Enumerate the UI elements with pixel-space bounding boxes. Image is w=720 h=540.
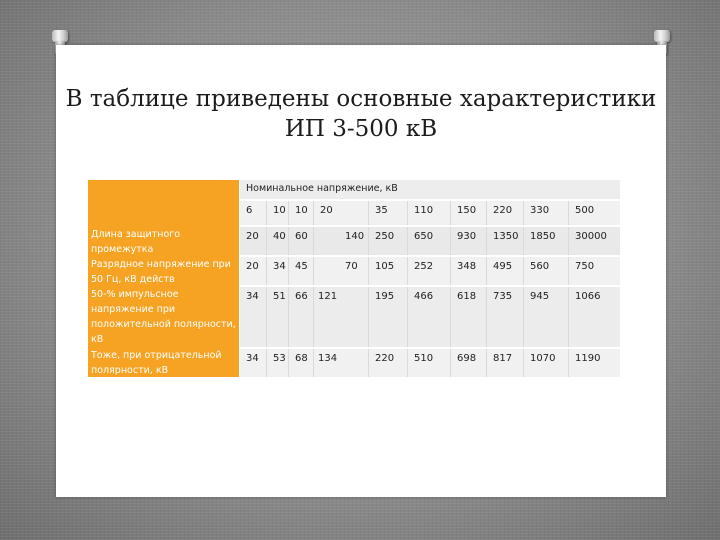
- title-line-1: В таблице приведены основные характеристики: [65, 86, 657, 112]
- table-cell: [407, 287, 451, 347]
- table-cell-value: 140: [345, 231, 365, 242]
- table-cell: [450, 201, 487, 225]
- table-cell: [486, 287, 524, 347]
- table-cell-value: 20: [320, 205, 333, 216]
- table-cell: [568, 349, 621, 377]
- table-cell: [486, 201, 524, 225]
- table-cell: [266, 257, 289, 285]
- table-cell: [240, 227, 266, 255]
- table-cell: [568, 287, 621, 347]
- table-cell-value: 30000: [575, 231, 607, 242]
- table-row: [240, 257, 620, 285]
- table-cell-value: 945: [530, 291, 550, 302]
- table-cell: [407, 227, 451, 255]
- row-label-column: [88, 180, 239, 377]
- table-cell: [240, 257, 266, 285]
- table-cell-value: 1350: [493, 231, 519, 242]
- table-cell-value: 70: [345, 261, 358, 272]
- table-cell-value: 1190: [575, 353, 601, 364]
- table-row-voltages: [240, 201, 620, 225]
- table-cell-value: 220: [493, 205, 513, 216]
- table-cell-value: 495: [493, 261, 513, 272]
- table-cell-value: 1850: [530, 231, 556, 242]
- table-cell: [407, 201, 451, 225]
- table-cell: [313, 257, 369, 285]
- table-cell-value: 10: [273, 205, 286, 216]
- table-cell-value: 121: [318, 291, 338, 302]
- table-cell-value: 252: [414, 261, 434, 272]
- table-cell-value: 330: [530, 205, 550, 216]
- table-cell: [240, 349, 266, 377]
- table-row: [240, 287, 620, 347]
- title-line-2: ИП 3-500 кВ: [284, 116, 438, 142]
- table-cell-value: 930: [457, 231, 477, 242]
- table-cell: [568, 201, 621, 225]
- table-cell: [313, 349, 369, 377]
- table-row: [240, 349, 620, 377]
- table-cell: [288, 227, 314, 255]
- table-cell: [240, 201, 266, 225]
- table-cell: [523, 287, 569, 347]
- table-header-caption: Номинальное напряжение, кВ: [246, 183, 398, 194]
- table-cell: [313, 201, 369, 225]
- table-cell: [368, 201, 408, 225]
- table-cell: [523, 257, 569, 285]
- row-label-1: Длина защитного промежутка: [91, 229, 181, 255]
- table-cell-value: 750: [575, 261, 595, 272]
- table-cell-value: 510: [414, 353, 434, 364]
- table-cell: [266, 227, 289, 255]
- table-cell-value: 110: [414, 205, 434, 216]
- row-label-3: 50-% импульсное напряжение при положительной полярности, кВ: [91, 289, 236, 345]
- table-cell-value: 134: [318, 353, 338, 364]
- table-cell: [266, 201, 289, 225]
- table-cell: [368, 349, 408, 377]
- table-cell-value: 45: [295, 261, 308, 272]
- table-cell: [288, 257, 314, 285]
- table-cell-value: 1070: [530, 353, 556, 364]
- table-cell-value: 817: [493, 353, 513, 364]
- table-cell-value: 500: [575, 205, 595, 216]
- table-row: [240, 227, 620, 255]
- table-cell-value: 35: [375, 205, 388, 216]
- table-cell: [486, 227, 524, 255]
- table-cell-value: 10: [295, 205, 308, 216]
- table-cell: [407, 349, 451, 377]
- table-cell-value: 6: [246, 205, 253, 216]
- table-cell: [523, 227, 569, 255]
- table-cell: [266, 349, 289, 377]
- table-cell: [450, 287, 487, 347]
- table-cell: [568, 257, 621, 285]
- table-cell-value: 466: [414, 291, 434, 302]
- row-label-4: Тоже, при отрицательной полярности, кВ: [91, 350, 222, 376]
- table-cell-value: 220: [375, 353, 395, 364]
- table-cell: [288, 349, 314, 377]
- table-cell: [486, 349, 524, 377]
- table-cell-value: 34: [246, 353, 259, 364]
- table-cell-value: 34: [246, 291, 259, 302]
- row-label-2: Разрядное напряжение при 50 Гц, кВ действ: [91, 259, 231, 285]
- table-cell: [368, 227, 408, 255]
- table-header-caption-row: [240, 180, 620, 199]
- slide-title: [56, 84, 666, 144]
- table-cell-value: 250: [375, 231, 395, 242]
- table-cell-value: 735: [493, 291, 513, 302]
- table-cell-value: 1066: [575, 291, 601, 302]
- table-cell: [266, 287, 289, 347]
- table-cell: [313, 227, 369, 255]
- table-cell-value: 618: [457, 291, 477, 302]
- table-cell: [288, 201, 314, 225]
- table-cell-value: 34: [273, 261, 286, 272]
- table-cell-value: 40: [273, 231, 286, 242]
- table-cell-value: 66: [295, 291, 308, 302]
- table-cell: [407, 257, 451, 285]
- table-cell: [313, 287, 369, 347]
- table-cell-value: 150: [457, 205, 477, 216]
- table-cell: [450, 227, 487, 255]
- table-cell-value: 60: [295, 231, 308, 242]
- table-cell: [368, 257, 408, 285]
- table-cell-value: 195: [375, 291, 395, 302]
- table-cell: [523, 349, 569, 377]
- table-cell-value: 348: [457, 261, 477, 272]
- table-cell-value: 698: [457, 353, 477, 364]
- table-cell-value: 105: [375, 261, 395, 272]
- table-cell: [450, 257, 487, 285]
- table-cell-value: 20: [246, 231, 259, 242]
- table-cell-value: 68: [295, 353, 308, 364]
- table-cell: [288, 287, 314, 347]
- table-cell: [368, 287, 408, 347]
- table-cell-value: 51: [273, 291, 286, 302]
- table-cell: [486, 257, 524, 285]
- table-cell: [450, 349, 487, 377]
- table-cell-value: 560: [530, 261, 550, 272]
- table-cell-value: 20: [246, 261, 259, 272]
- table-cell: [523, 201, 569, 225]
- table-cell: [568, 227, 621, 255]
- table-cell-value: 53: [273, 353, 286, 364]
- table-cell: [240, 287, 266, 347]
- table-cell-value: 650: [414, 231, 434, 242]
